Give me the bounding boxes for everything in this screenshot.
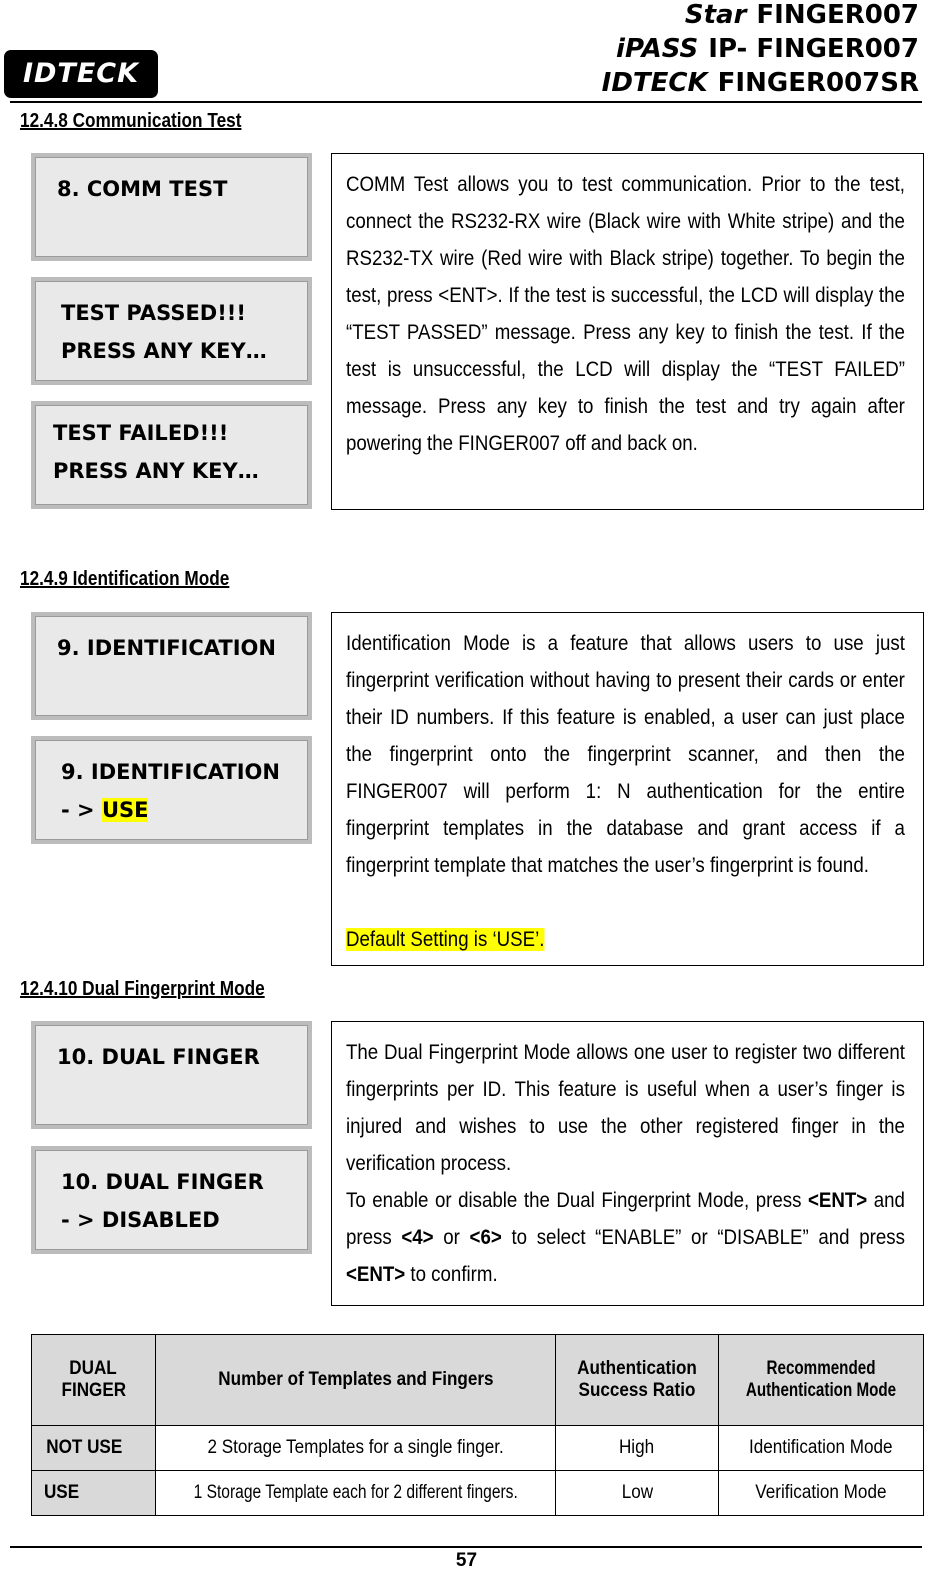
page-number: 57 <box>455 1550 478 1571</box>
description-box <box>331 612 924 966</box>
table-cell: High <box>556 1426 719 1471</box>
dual-finger-table <box>31 1334 924 1516</box>
table-header: DUAL FINGER <box>32 1335 156 1426</box>
product-line-star <box>685 0 919 30</box>
key-4: <4> <box>401 1226 434 1249</box>
lcd-line: TEST PASSED!!! <box>61 301 246 325</box>
table-cell: NOT USE <box>32 1426 156 1471</box>
table-header-row <box>32 1335 924 1426</box>
table-cell: 1 Storage Template each for 2 different fingers. <box>155 1471 555 1516</box>
lcd-screen <box>31 1146 312 1254</box>
ipass-mark: iPASS <box>616 34 699 64</box>
description-text: Identification Mode is a feature that allows users to use just fingerprint verification without having to present their cards or enter their ID numbers. If this feature is enabled, a user can just place the fingerprint onto the fingerprint scanner, and then the FINGER007 will perform 1: N authentication for the entire fingerprint templates in the database and grant access if a fingerprint template that matches the user’s fingerprint is found. <box>346 632 905 877</box>
table-cell: 2 Storage Templates for a single finger. <box>155 1426 555 1471</box>
product-model: IP- FINGER007 <box>708 34 919 64</box>
default-setting-highlight: Default Setting is ‘USE’. <box>346 928 545 951</box>
description-text: The Dual Fingerprint Mode allows one user to register two different fingerprints per ID. This feature is useful when a user’s finger is injured and wishes to use the other registered finger in the verification process. <box>346 1041 905 1175</box>
star-mark: Star <box>684 0 747 30</box>
lcd-line: 10. DUAL FINGER <box>61 1170 264 1194</box>
description-box <box>331 153 924 510</box>
product-line-ipass <box>616 34 919 64</box>
lcd-arrow: - > <box>61 798 102 822</box>
table-cell: USE <box>32 1471 156 1516</box>
product-line-idteck <box>602 68 919 98</box>
lcd-line: 8. COMM TEST <box>57 177 228 201</box>
product-model: FINGER007SR <box>717 68 919 98</box>
text: to confirm. <box>405 1263 498 1286</box>
lcd-screen <box>31 401 312 509</box>
lcd-screen <box>31 736 312 844</box>
lcd-screen <box>31 1021 312 1129</box>
idteck-mark: IDTECK <box>601 68 708 98</box>
description-text: COMM Test allows you to test communication. Prior to the test, connect the RS232-RX wire (Black wire with White stripe) and the RS232-TX wire (Red wire with Black stripe) together. To begin the test, press <ENT>. If the test is successful, the LCD will display the “TEST PASSED” message. Press any key to finish the test. If the test is unsuccessful, the LCD will display the “TEST FAILED” message. Press any key to finish the test and try again after powering the FINGER007 off and back on. <box>346 173 905 455</box>
lcd-line: PRESS ANY KEY… <box>61 339 267 363</box>
lcd-line: PRESS ANY KEY… <box>53 459 259 483</box>
lcd-line: - > DISABLED <box>61 1208 220 1232</box>
text: To enable or disable the Dual Fingerprint Mode, press <box>346 1189 808 1212</box>
table-cell: Verification Mode <box>718 1471 923 1516</box>
idteck-logo: IDTECK <box>4 50 158 98</box>
lcd-value-highlight: USE <box>101 798 149 822</box>
lcd-line: 9. IDENTIFICATION <box>61 760 280 784</box>
key-6: <6> <box>469 1226 502 1249</box>
section-heading-dual-fingerprint: 12.4.10 Dual Fingerprint Mode <box>20 978 265 1000</box>
lcd-line: 10. DUAL FINGER <box>57 1045 260 1069</box>
table-cell: Identification Mode <box>718 1426 923 1471</box>
section-heading-comm-test: 12.4.8 Communication Test <box>20 110 242 132</box>
text: and press <box>346 1189 905 1249</box>
table-header: Recommended Authentication Mode <box>718 1335 923 1426</box>
table-row <box>32 1426 924 1471</box>
product-model: FINGER007 <box>756 0 919 30</box>
table-header: Number of Templates and Fingers <box>155 1335 555 1426</box>
table-header: Authentication Success Ratio <box>556 1335 719 1426</box>
footer-rule <box>10 1546 922 1548</box>
section-heading-identification: 12.4.9 Identification Mode <box>20 568 230 590</box>
lcd-screen <box>31 277 312 385</box>
description-text-instructions <box>346 1182 905 1293</box>
header-rule <box>10 101 922 103</box>
lcd-line <box>61 798 148 822</box>
lcd-line: 9. IDENTIFICATION <box>57 636 276 660</box>
table-row <box>32 1471 924 1516</box>
lcd-screen <box>31 153 312 261</box>
lcd-line: TEST FAILED!!! <box>53 421 229 445</box>
text: to select “ENABLE” or “DISABLE” and press <box>501 1226 905 1249</box>
default-setting-note <box>346 921 544 958</box>
text: or <box>433 1226 470 1249</box>
description-box <box>331 1021 924 1306</box>
lcd-screen <box>31 612 312 720</box>
table-cell: Low <box>556 1471 719 1516</box>
key-ent: <ENT> <box>807 1189 868 1212</box>
key-ent: <ENT> <box>346 1263 406 1286</box>
